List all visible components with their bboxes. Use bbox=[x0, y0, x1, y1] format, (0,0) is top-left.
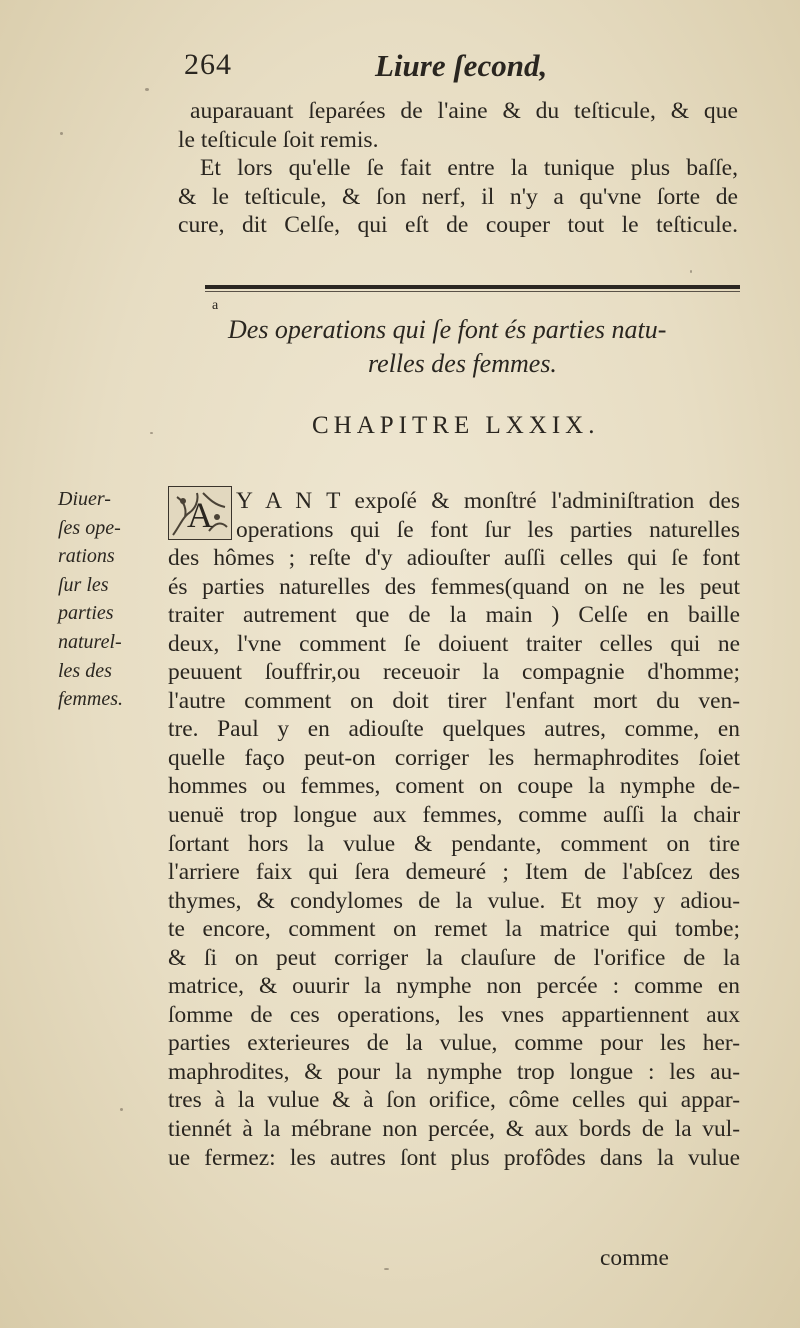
text-line: ſortant hors la vulue & pendante, comment on tire bbox=[168, 830, 740, 857]
section-mark: a bbox=[212, 298, 219, 313]
text-line: hommes ou femmes, coment on coupe la nymphe de- bbox=[168, 773, 740, 800]
paragraph-1 bbox=[178, 97, 738, 154]
text-line: l'autre comment on doit tirer l'enfant mort du ven- bbox=[168, 687, 740, 714]
page-number: 264 bbox=[184, 48, 232, 81]
catchword: comme bbox=[600, 1245, 669, 1271]
text-line: operations qui ſe font ſur les parties naturelles bbox=[236, 516, 740, 543]
text-line: cure, dit Celſe, qui eſt de couper tout le teſticule. bbox=[178, 212, 738, 238]
margin-note-line: Diuer- bbox=[58, 488, 111, 510]
paper-speck bbox=[60, 132, 63, 135]
text-line: tres à la vulue & à ſon orifice, côme celles qui appar- bbox=[168, 1087, 740, 1114]
margin-note-line: rations bbox=[58, 545, 115, 568]
section-title-line-1: Des operations qui ſe font és parties natu- bbox=[228, 315, 667, 344]
margin-note-line: les des bbox=[58, 659, 112, 682]
text-line: és parties naturelles des femmes(quand on ne les peut bbox=[168, 573, 740, 600]
text-line: uenuë trop longue aux femmes, comme auſſi la chair bbox=[168, 802, 740, 829]
running-title: Liure ſecond, bbox=[375, 48, 548, 83]
text-line: maphrodites, & pour la nymphe trop longue : les au- bbox=[168, 1058, 740, 1085]
margin-note-line: ſes ope- bbox=[58, 516, 121, 539]
text-line: parties exterieures de la vulue, comme pour les her- bbox=[168, 1030, 740, 1057]
margin-note-line: ſur les bbox=[58, 573, 109, 596]
text-line: te encore, comment on remet la matrice qui tombe; bbox=[168, 916, 740, 943]
section-title bbox=[228, 313, 748, 381]
text-line: tiennét à la mébrane non percée, & aux bords de la vul- bbox=[168, 1116, 740, 1143]
text-line: Y A N T expoſé & monſtré l'adminiſtration des bbox=[236, 488, 740, 514]
text-line: matrice, & ouurir la nymphe non percée : comme en bbox=[168, 973, 740, 1000]
margin-note-line: parties bbox=[58, 602, 114, 625]
text-line: deux, l'vne comment ſe doiuent traiter celles qui ne bbox=[168, 630, 740, 657]
text-line: & ſi on peut corriger la clauſure de l'orifice de la bbox=[168, 944, 740, 971]
text-line: & le teſticule, & ſon nerf, il n'y a qu'vne ſorte de bbox=[178, 183, 738, 210]
section-rule-thin bbox=[205, 291, 740, 292]
paper-speck bbox=[145, 88, 149, 91]
text-line: auparauant ſeparées de l'aine & du teſticule, & que bbox=[190, 98, 738, 124]
text-line: peuuent ſouffrir,ou receuoir la compagnie d'homme; bbox=[168, 659, 740, 686]
svg-text:A: A bbox=[187, 495, 213, 535]
text-line: ue fermez: les autres ſont plus profôdes dans la vulue bbox=[168, 1144, 740, 1171]
section-rule bbox=[205, 285, 740, 289]
text-line: le teſticule ſoit remis. bbox=[178, 126, 379, 153]
text-line: Et lors qu'elle ſe fait entre la tunique plus baſſe, bbox=[200, 155, 738, 181]
text-line: des hômes ; reſte d'y adiouſter auſſi celles qui ſe font bbox=[168, 545, 740, 572]
paragraph-2 bbox=[178, 154, 738, 240]
page-header bbox=[170, 48, 750, 92]
paper-speck bbox=[384, 1268, 389, 1270]
section-title-line-2: relles des femmes. bbox=[368, 349, 557, 378]
text-line: tre. Paul y en adiouſte quelques autres, comme, en bbox=[168, 716, 740, 743]
text-line: thymes, & condylomes de la vulue. Et moy y adiou- bbox=[168, 887, 740, 914]
margin-note-line: femmes. bbox=[58, 688, 123, 711]
chapter-body bbox=[168, 487, 740, 1172]
margin-note bbox=[58, 485, 162, 714]
text-line: ſomme de ces operations, les vnes appartiennent aux bbox=[168, 1001, 740, 1028]
text-line: l'arriere faix qui ſera demeuré ; Item de l'abſcez des bbox=[168, 859, 740, 886]
paper-speck bbox=[690, 270, 692, 273]
paper-speck bbox=[120, 1108, 123, 1111]
text-line: quelle faço peut-on corriger les hermaphrodites ſoiet bbox=[168, 744, 740, 771]
chapter-heading: CHAPITRE LXXIX. bbox=[312, 412, 600, 439]
text-line: traiter autrement que de la main ) Celſe en baille bbox=[168, 602, 740, 629]
paper-speck bbox=[150, 432, 153, 434]
margin-note-line: naturel- bbox=[58, 630, 122, 653]
